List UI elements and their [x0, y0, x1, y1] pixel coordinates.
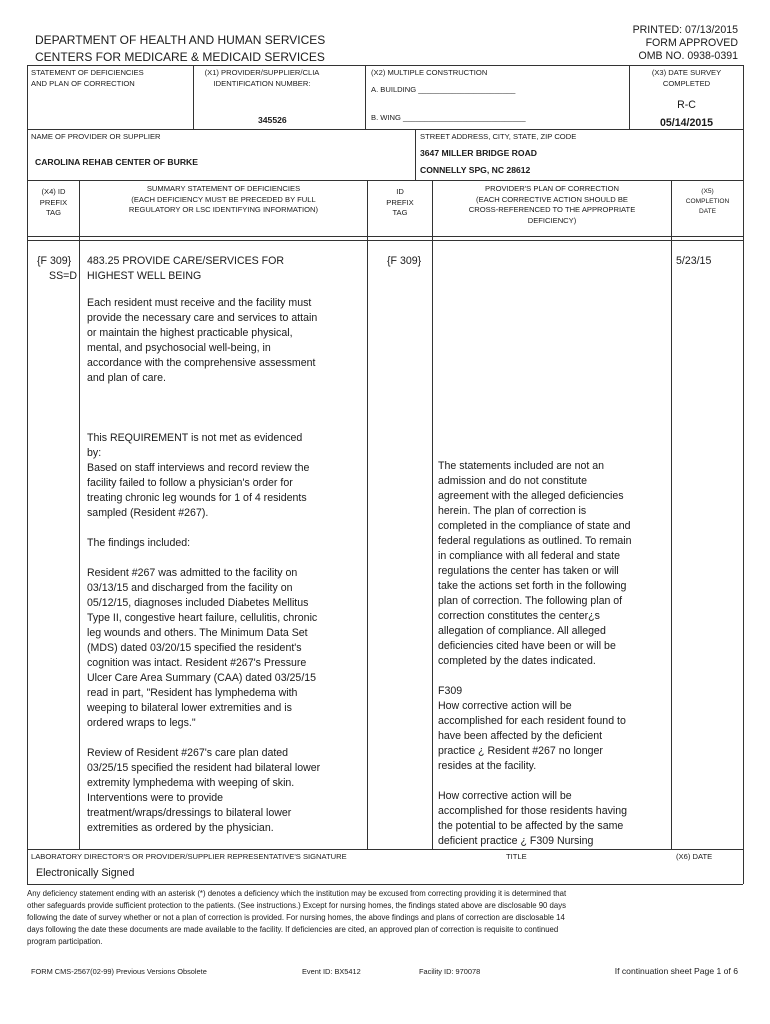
x2-label: (X2) MULTIPLE CONSTRUCTION	[371, 68, 488, 77]
address-label: STREET ADDRESS, CITY, STATE, ZIP CODE	[420, 132, 577, 141]
rule-col-plan	[671, 180, 672, 849]
footer-form: FORM CMS-2567(02-99) Previous Versions Obsolete	[31, 967, 207, 976]
x3-code: R-C	[677, 99, 696, 111]
address-street: 3647 MILLER BRIDGE ROAD	[420, 148, 537, 158]
provider-name-label: NAME OF PROVIDER OR SUPPLIER	[31, 132, 161, 141]
signature-value: Electronically Signed	[36, 867, 135, 879]
x1-value: 345526	[258, 115, 287, 125]
rule-x2	[365, 65, 366, 129]
scope-severity: SS=D	[49, 270, 77, 282]
rule-col-id	[432, 180, 433, 849]
col-summary-header: SUMMARY STATEMENT OF DEFICIENCIES (EACH DEFICIENCY MUST BE PRECEDED BY FULL REGULATORY OR LSC IDENTIFYING INFORMATION)	[128, 184, 319, 214]
rule-top	[27, 65, 743, 66]
provider-name: CAROLINA REHAB CENTER OF BURKE	[35, 157, 198, 167]
disclaimer-text: Any deficiency statement ending with an asterisk (*) denotes a deficiency which the institution may be excused from correcting providing it is determined that other safeguards provide sufficient protection to the patients. (See instructions.) Except for nursing homes, the findings stated above are disclosable 90 days following the date of survey whether or not a plan of correction is provided. For nursing homes, the above findings and plans of correction are disclosable 14 days following the date these documents are made available to the facility. If deficiencies are cited, an approved plan of correction is requisite to continued program participation.	[27, 889, 567, 946]
rule-signature	[27, 884, 743, 885]
statement-label: STATEMENT OF DEFICIENCIES AND PLAN OF CORRECTION	[31, 68, 144, 88]
rule-body-bottom	[27, 849, 743, 850]
agency-line-2: CENTERS FOR MEDICARE & MEDICAID SERVICES	[35, 50, 325, 64]
wing-label: B. WING _____________________________	[371, 113, 526, 122]
rule-columns	[27, 236, 743, 237]
printed-date: PRINTED: 07/13/2015	[632, 24, 738, 36]
completion-date: 5/23/15	[676, 255, 712, 267]
rule-right	[743, 65, 744, 884]
rule-columns-double	[27, 240, 743, 241]
x3-label: (X3) DATE SURVEY COMPLETED	[651, 68, 722, 88]
building-label: A. BUILDING _______________________	[371, 85, 516, 94]
col-x4-header: (X4) ID PREFIX TAG	[39, 187, 68, 217]
address-city: CONNELLY SPG, NC 28612	[420, 165, 531, 175]
footer-facility: Facility ID: 970078	[419, 967, 481, 976]
col-plan-header: PROVIDER'S PLAN OF CORRECTION (EACH CORRECTIVE ACTION SHOULD BE CROSS-REFERENCED TO THE APPROPRIATE DEFICIENCY)	[468, 184, 636, 225]
rule-col-x4	[79, 180, 80, 849]
agency-line-1: DEPARTMENT OF HEALTH AND HUMAN SERVICES	[35, 33, 326, 47]
form-approved: FORM APPROVED	[645, 37, 738, 49]
deficiency-title: 483.25 PROVIDE CARE/SERVICES FOR HIGHEST WELL BEING	[87, 255, 285, 282]
rule-address	[415, 129, 416, 180]
col-id-header: ID PREFIX TAG	[386, 187, 414, 217]
rule-col-summary	[367, 180, 368, 849]
omb-number: OMB NO. 0938-0391	[638, 50, 738, 62]
plan-of-correction-text: The statements included are not an admission and do not constitute agreement with the alleged deficiencies herein. The plan of correction is completed in the compliance of state and federal regulations as outlined. To remain in compliance with all federal and state regulations the center has taken or will take the actions set forth in the following plan of correction. The following plan of correction constitutes the center¿s allegation of compliance. All alleged deficiencies cited have been or will be completed by the dates indicated. F309 How corrective action will be accomplished for each resident found to have been affected by the deficient practice ¿ Resident #267 no longer resides at the facility. How corrective action will be accomplished for those residents having the potential to be affected by the same deficient practice ¿ F309 Nursing	[438, 460, 632, 847]
x3-date: 05/14/2015	[659, 117, 714, 129]
plan-id-tag: {F 309}	[387, 255, 422, 267]
findings-text: This REQUIREMENT is not met as evidenced by: Based on staff interviews and record review the facility failed to follow a physician's order for treating chronic leg wounds for 1 of 4 residents sampled (Resident #267). The findings included: Resident #267 was admitted to the facility on 03/13/15 and discharged from the facility on 05/12/15, diagnoses included Diabetes Mellitus Type II, congestive heart failure, cellulitis, chronic leg wounds and others. The Minimum Data Set (MDS) dated 03/20/15 specified the resident's cognition was intact. Resident #267's Pressure Ulcer Care Area Summary (CAA) dated 03/25/15 read in part, "Resident has lymphedema with weeping to bilateral lower extremities and is ordered wraps to legs." Review of Resident #267's care plan dated 03/25/15 specified the resident had bilateral lower extremity lymphedema with weeping of skin. Interventions were to provide treatment/wraps/dressings to bilateral lower extremities as ordered by the physician.	[87, 432, 321, 834]
rule-provider	[27, 180, 743, 181]
signature-title-label: TITLE	[506, 852, 527, 861]
rule-x1	[193, 65, 194, 129]
signature-label: LABORATORY DIRECTOR'S OR PROVIDER/SUPPLIER REPRESENTATIVE'S SIGNATURE	[31, 852, 347, 861]
regulation-text: Each resident must receive and the facility must provide the necessary care and services to attain or maintain the highest practicable physical, mental, and psychosocial well-being, in accordance with the comprehensive assessment and plan of care.	[87, 297, 318, 384]
deficiency-tag: {F 309}	[37, 255, 72, 267]
footer-event: Event ID: BX5412	[302, 967, 361, 976]
signature-date-label: (X6) DATE	[676, 852, 713, 861]
footer-page: If continuation sheet Page 1 of 6	[614, 966, 738, 976]
col-x5-header: (X5) COMPLETION DATE	[685, 188, 730, 215]
x1-label: (X1) PROVIDER/SUPPLIER/CLIA IDENTIFICATION NUMBER:	[204, 68, 320, 88]
